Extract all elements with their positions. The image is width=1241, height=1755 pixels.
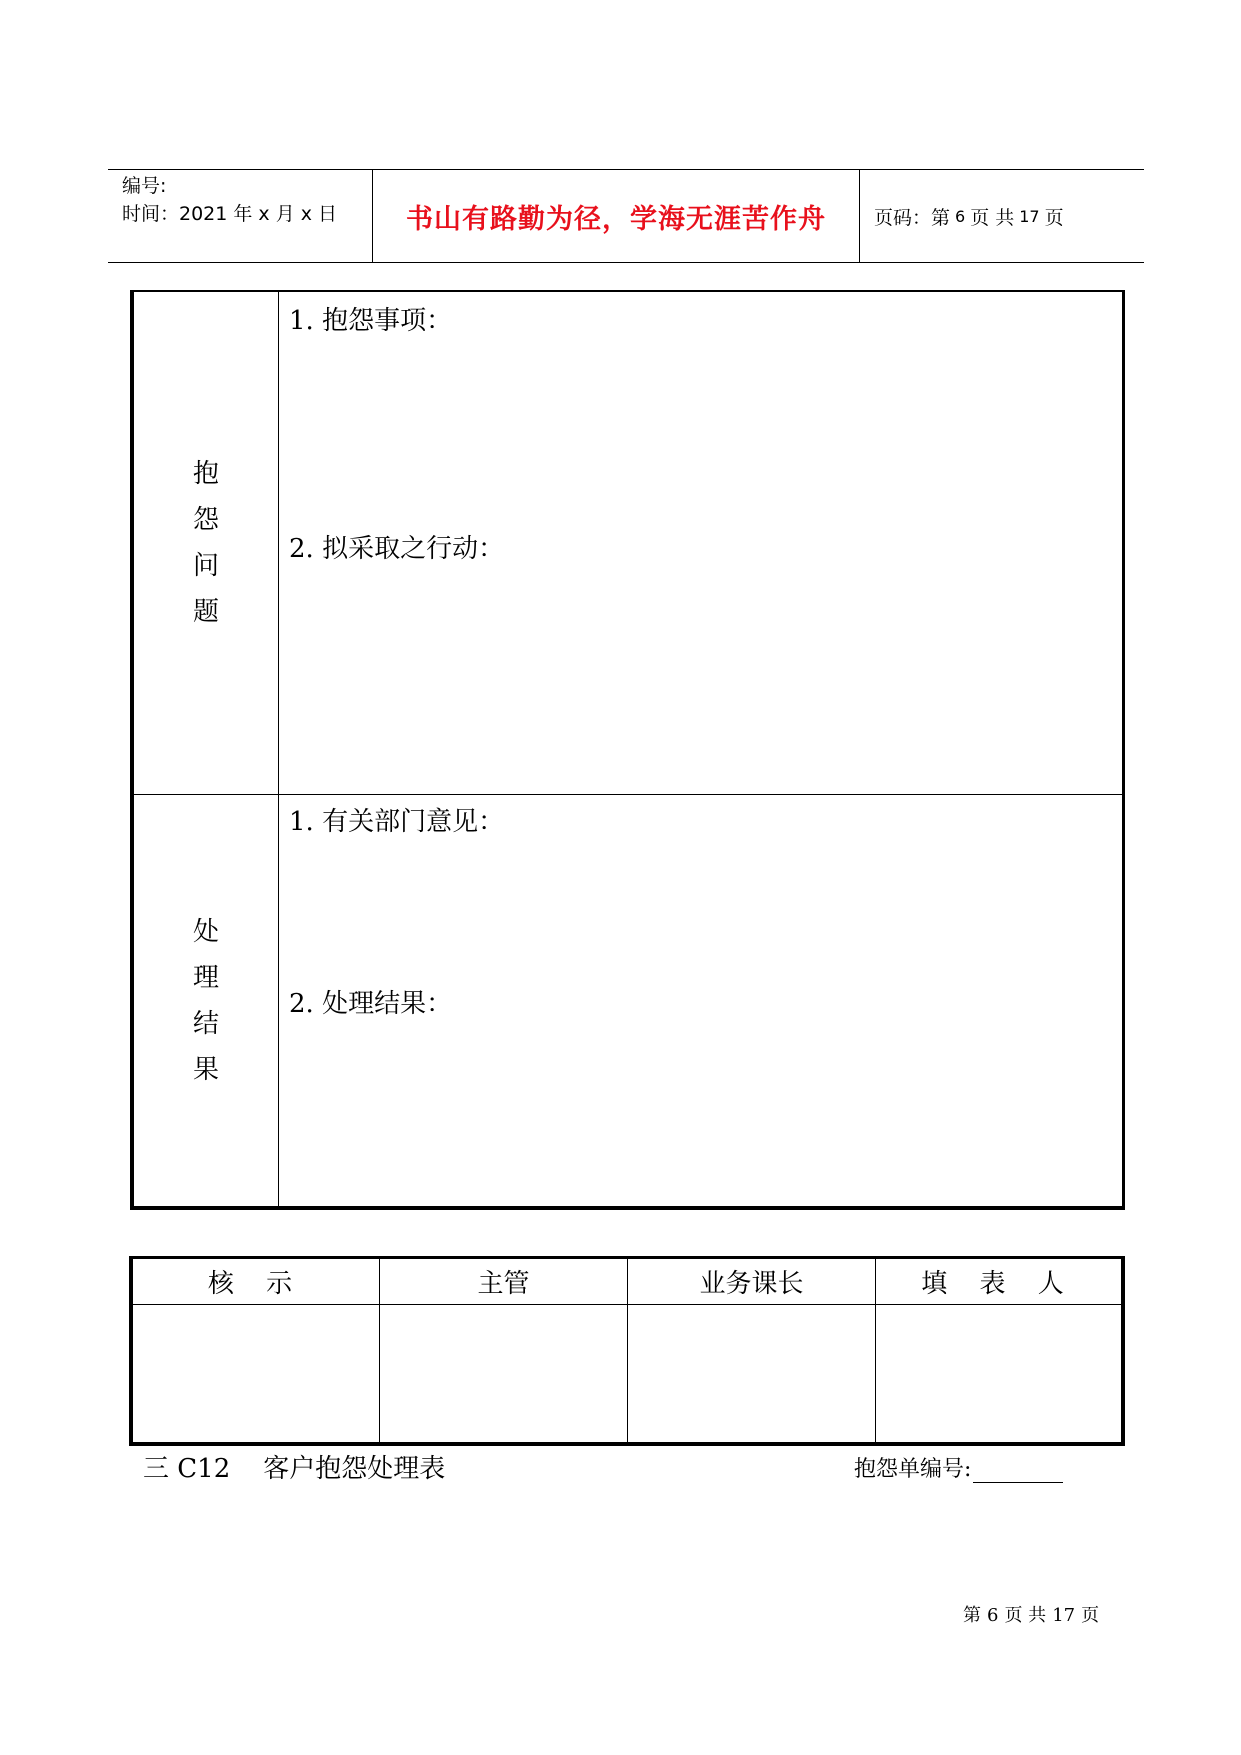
sig-header-section-chief: 业务课长 <box>628 1259 876 1305</box>
page-mid: 页 共 <box>970 206 1015 229</box>
footer-page: 6 <box>987 1605 999 1626</box>
label-char: 抱 <box>192 459 219 489</box>
label-char: 题 <box>192 597 219 627</box>
sig-cell-supervisor[interactable] <box>380 1305 628 1442</box>
code-label: 编号: <box>122 175 167 197</box>
complaint-number-label: 抱怨单编号: <box>854 1457 972 1482</box>
department-opinion-field[interactable]: 1. 有关部门意见： <box>289 807 505 837</box>
handling-row <box>134 795 1122 1206</box>
label-char: 问 <box>192 551 219 581</box>
sig-cell-section-chief[interactable] <box>628 1305 876 1442</box>
page-number: 6 <box>955 206 966 226</box>
label-char: 果 <box>192 1054 219 1085</box>
sig-header-filler: 填 表 人 <box>876 1259 1121 1305</box>
sig-header-supervisor: 主管 <box>380 1259 628 1305</box>
signature-table <box>129 1256 1125 1446</box>
page-footer <box>960 1601 1102 1627</box>
label-char: 理 <box>192 962 219 993</box>
footer-mid: 页 共 <box>1004 1605 1047 1626</box>
sig-header-approve: 核 示 <box>133 1259 380 1305</box>
label-char: 结 <box>192 1008 219 1039</box>
complaint-table <box>130 290 1125 1210</box>
page-header <box>108 169 1144 263</box>
header-motto-cell <box>372 170 860 262</box>
motto: 书山有路勤为径，学海无涯苦作舟 <box>406 203 826 235</box>
footer-suffix: 页 <box>1081 1605 1100 1626</box>
handling-result-field[interactable]: 2. 处理结果： <box>289 989 453 1019</box>
sig-cell-approve[interactable] <box>133 1305 380 1442</box>
form-title: 三 C12 客户抱怨处理表 <box>143 1454 446 1484</box>
complaint-row <box>134 292 1122 795</box>
complaint-matter-field[interactable]: 1. 抱怨事项： <box>289 306 453 336</box>
footer-total: 17 <box>1052 1605 1076 1626</box>
planned-action-field[interactable]: 2. 拟采取之行动： <box>289 534 505 564</box>
sig-cell-filler[interactable] <box>876 1305 1121 1442</box>
header-page-info <box>860 170 1144 262</box>
label-char: 怨 <box>192 505 219 535</box>
complaint-label <box>134 292 279 794</box>
header-meta <box>108 170 372 262</box>
complaint-number-blank[interactable] <box>973 1460 1063 1483</box>
label-char: 处 <box>192 916 219 947</box>
complaint-number <box>854 1452 1063 1483</box>
page-total: 17 <box>1019 206 1040 226</box>
footer-prefix: 第 <box>963 1605 981 1626</box>
handling-label <box>134 795 279 1206</box>
page-prefix: 页码：第 <box>874 206 951 229</box>
page-suffix: 页 <box>1044 206 1064 229</box>
date-label: 时间：2021 年 x 月 x 日 <box>122 203 338 225</box>
